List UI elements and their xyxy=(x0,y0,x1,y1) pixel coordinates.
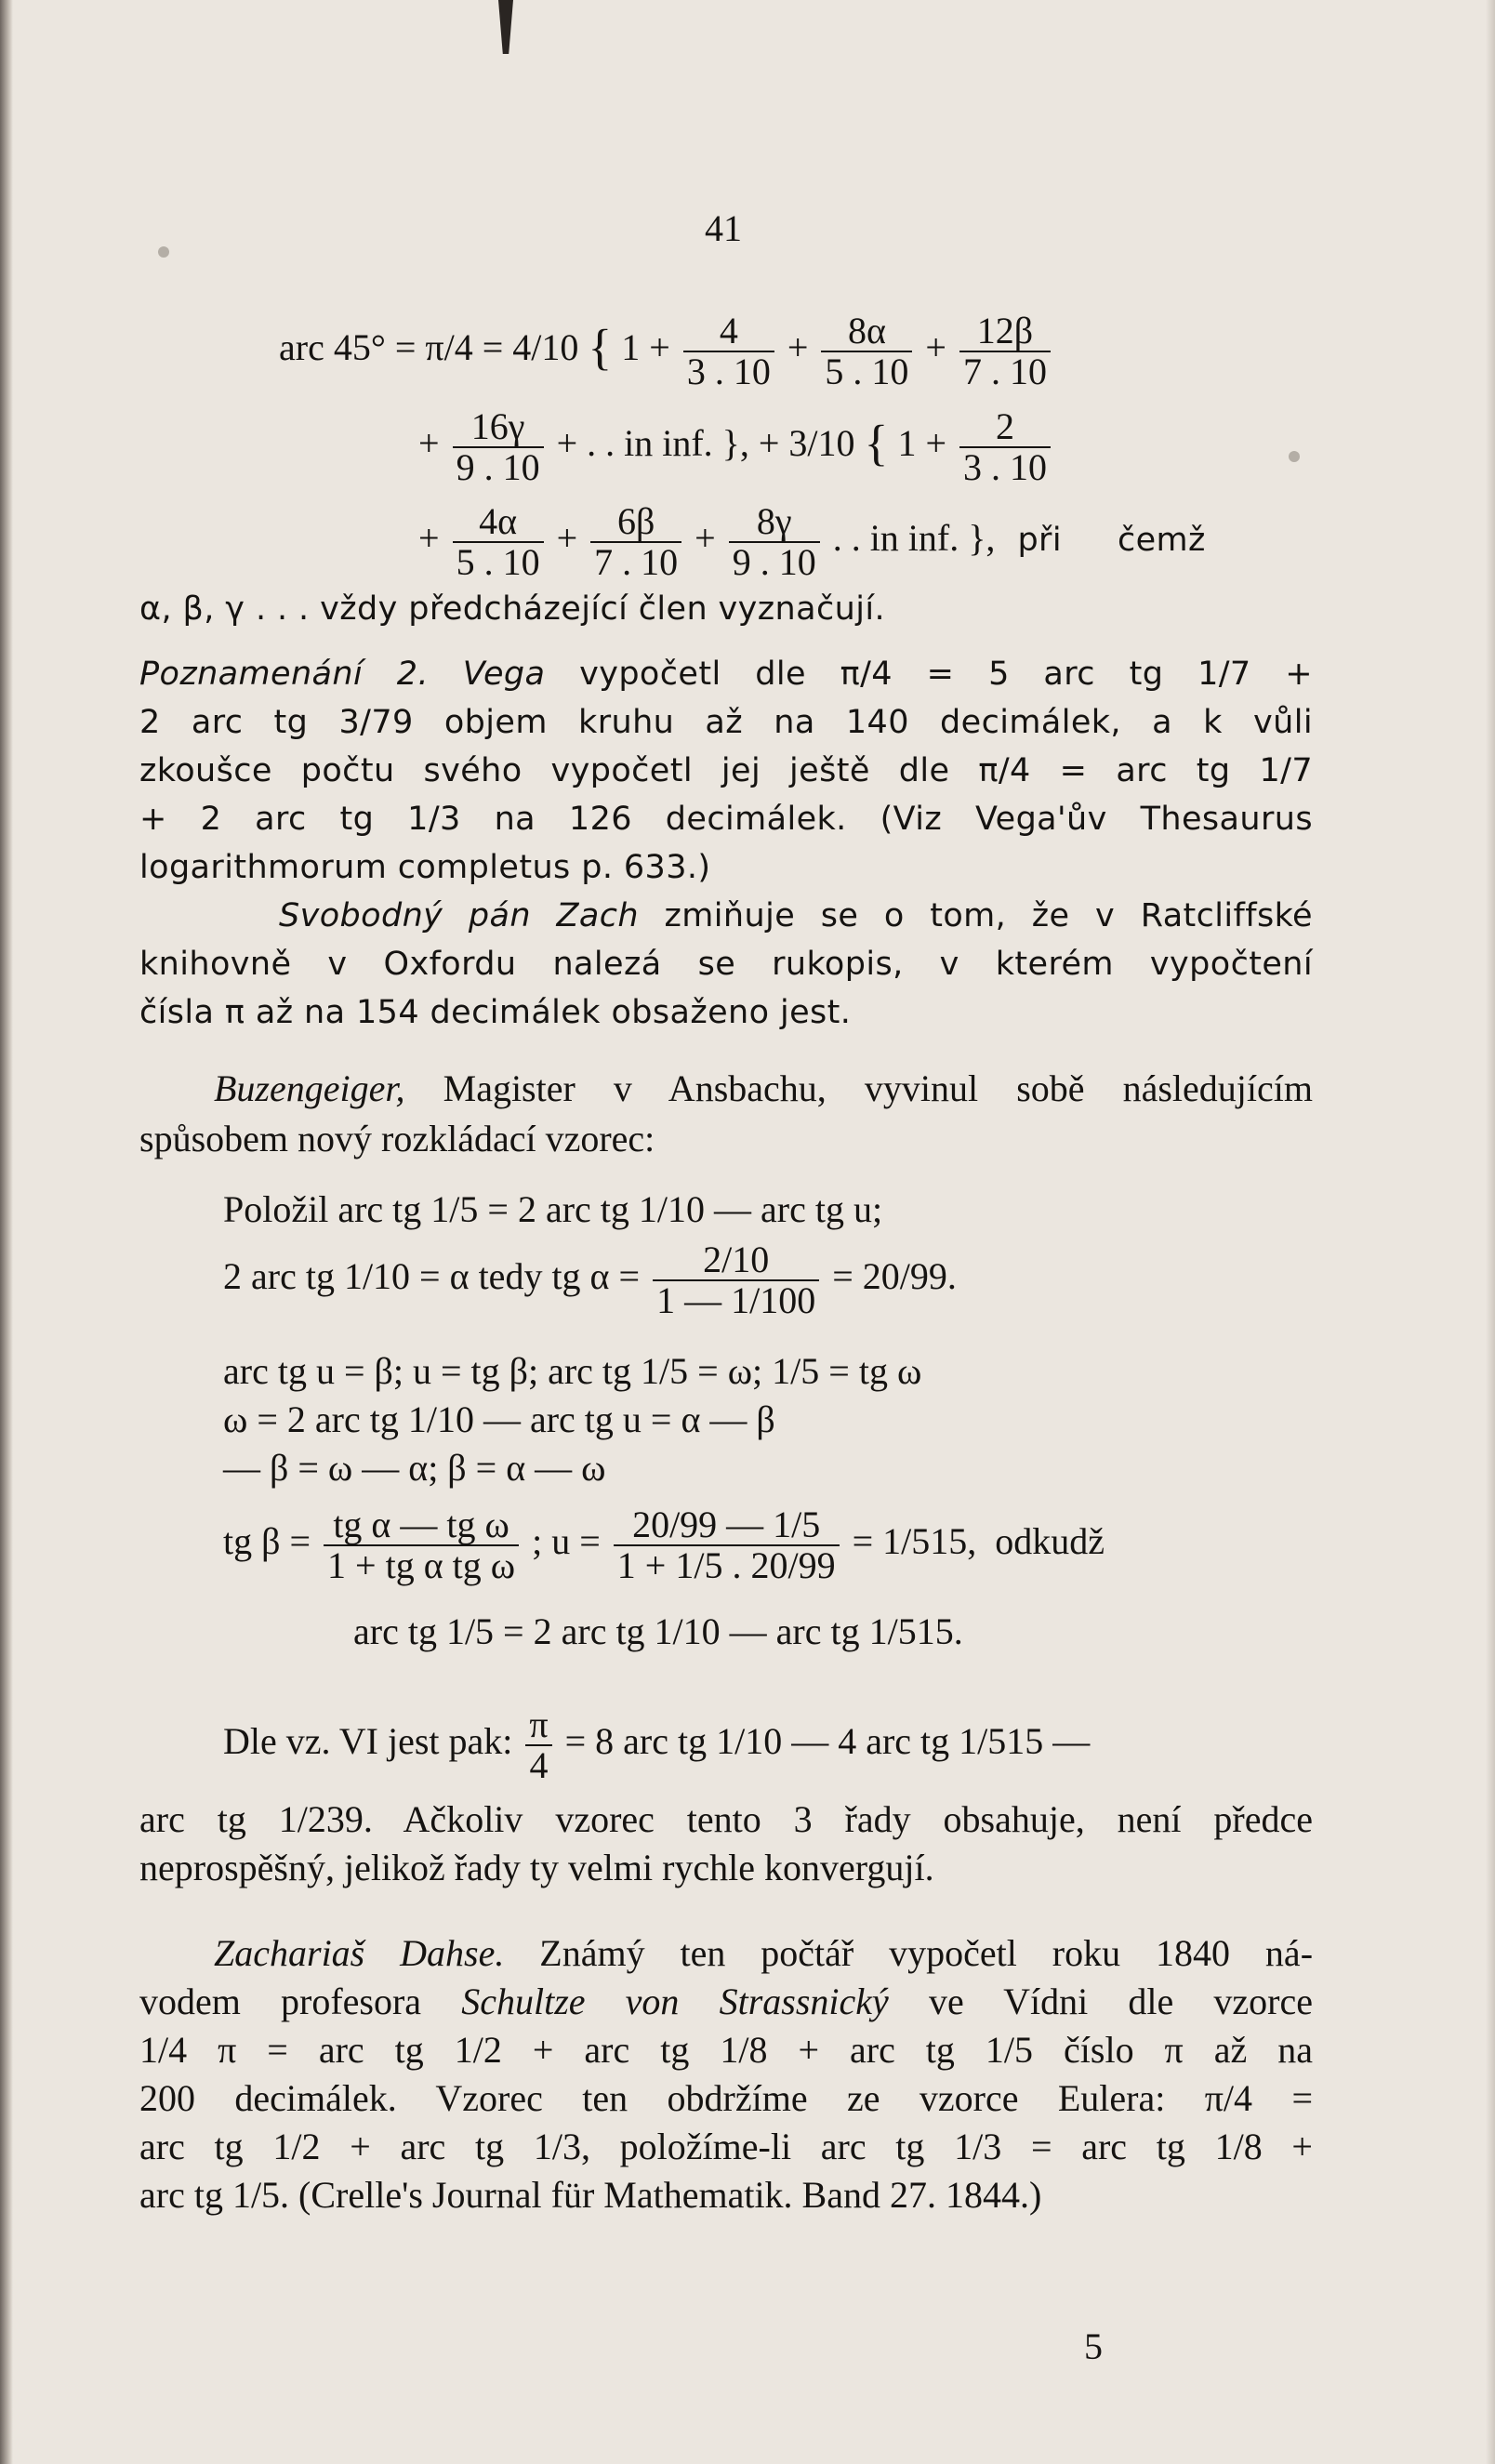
fraction-numerator: 20/99 — 1/5 xyxy=(614,1505,840,1546)
fraction xyxy=(453,407,544,487)
brace: { xyxy=(588,319,613,376)
fraction xyxy=(453,502,544,582)
fraction-denominator: 1 — 1/100 xyxy=(656,1278,816,1321)
fraction xyxy=(683,311,774,391)
dahse-line-4: 200 decimálek. Vzorec ten obdržíme ze vzorce Eulera: π/4 = xyxy=(139,2077,1313,2119)
fraction-numerator: 8α xyxy=(821,311,912,352)
fraction xyxy=(614,1505,840,1585)
fraction-numerator: 16γ xyxy=(453,407,544,448)
fraction-denominator: 9 . 10 xyxy=(732,541,816,583)
zach-line-3: čísla π až na 154 decimálek obsaženo jest. xyxy=(139,994,852,1031)
zach-line-1 xyxy=(279,893,1313,939)
word-pri: při xyxy=(1017,522,1062,560)
fraction-numerator: tg α — tg ω xyxy=(324,1505,519,1546)
fraction-numerator: 4α xyxy=(453,502,544,543)
bookmark-ribbon xyxy=(498,0,513,54)
text-run: vypočetl dle π/4 = 5 arc tg 1/7 + xyxy=(579,656,1314,693)
formula-line-3: + $\frac{4\alpha}{5 . 10}$ + $\frac{6\beta}{7 . 10}$ + $\frac{8\gamma}{9 . 10}$ . . in inf. }, při čemž xyxy=(418,500,1206,583)
word-cemz: čemž xyxy=(1117,522,1206,560)
zach-line-2: knihovně v Oxfordu nalezá se rukopis, v kterém vypočtení xyxy=(139,946,1313,983)
fraction-denominator: 3 . 10 xyxy=(686,351,771,392)
fraction xyxy=(959,311,1051,391)
eq-rhs: = 1/515, xyxy=(852,1520,977,1562)
vz6-line-3: neprospěšný, jelikož řady ty velmi rychle konvergují. xyxy=(139,1847,934,1888)
formula-tail: . . in inf. }, xyxy=(832,517,996,560)
formula-term: 1 + xyxy=(621,326,670,369)
formula-middle: + . . in inf. }, + 3/10 xyxy=(556,422,855,465)
fraction xyxy=(959,407,1051,487)
equation-4: ω = 2 arc tg 1/10 — arc tg u = α — β xyxy=(223,1398,775,1440)
fraction-denominator: 3 . 10 xyxy=(963,446,1048,488)
fraction-denominator: 7 . 10 xyxy=(594,541,679,583)
vz6-rhs: = 8 arc tg 1/10 — 4 arc tg 1/515 — xyxy=(564,1720,1091,1762)
formula-lhs: arc 45° = π/4 = 4/10 xyxy=(279,326,579,369)
name-vega: Vega xyxy=(462,656,546,693)
equation-5: — β = ω — α; β = α — ω xyxy=(223,1447,606,1489)
fraction xyxy=(525,1702,551,1786)
word-odkudz: odkudž xyxy=(995,1520,1105,1562)
book-gutter-shadow xyxy=(0,0,13,2464)
text-run: ve Vídni dle vzorce xyxy=(928,1980,1313,2022)
equation-1: Položil arc tg 1/5 = 2 arc tg 1/10 — arc tg u; xyxy=(223,1188,883,1230)
fraction-denominator: 1 + 1/5 . 20/99 xyxy=(616,1543,836,1586)
vega-line-1 xyxy=(139,651,1313,697)
fraction-denominator: 7 . 10 xyxy=(962,351,1047,392)
fraction-numerator: 6β xyxy=(590,502,681,543)
formula-line-1: arc 45° = π/4 = 4/10 { 1 + $\frac{4}{3 . 10}$ + $\frac{8\alpha}{5 . 10}$ + $\frac{12\beta}{7 . 10}$ xyxy=(279,311,1162,391)
vz6-lhs: Dle vz. VI jest pak: xyxy=(223,1720,513,1762)
paper-speck xyxy=(1289,451,1300,462)
text-run: vodem profesora xyxy=(139,1980,422,2022)
fraction-denominator: 5 . 10 xyxy=(456,541,540,583)
fraction-denominator: 4 xyxy=(529,1743,549,1786)
formula-vz6 xyxy=(223,1690,1313,1793)
paper-speck xyxy=(158,246,169,258)
text-run: Známý ten počtář vypočetl roku 1840 ná- xyxy=(539,1932,1314,1974)
vega-line-2: 2 arc tg 3/79 objem kruhu až na 140 decimálek, a k vůli xyxy=(139,704,1313,741)
fraction-denominator: 5 . 10 xyxy=(825,351,909,392)
eq-middle: ; u = xyxy=(532,1520,601,1562)
fraction xyxy=(729,502,820,582)
fraction-denominator: 9 . 10 xyxy=(456,446,540,488)
formula-note: α, β, γ . . . vždy předcházející člen vyznačují. xyxy=(139,590,885,628)
page-number: 41 xyxy=(705,207,742,249)
fraction-numerator: 2/10 xyxy=(653,1240,819,1281)
name-dahse: Zachariaš Dahse. xyxy=(214,1932,505,1974)
dahse-line-6: arc tg 1/5. (Crelle's Journal für Mathematik. Band 27. 1844.) xyxy=(139,2174,1042,2216)
plus-sign: + xyxy=(418,422,440,465)
equation-3: arc tg u = β; u = tg β; arc tg 1/5 = ω; 1/5 = tg ω xyxy=(223,1350,922,1392)
fraction-numerator: 2 xyxy=(959,407,1051,448)
vega-line-3: zkoušce počtu svého vypočetl jej ještě dle π/4 = arc tg 1/7 xyxy=(139,752,1313,789)
fraction xyxy=(590,502,681,582)
eq-lhs: tg β = xyxy=(223,1520,311,1562)
equation-6 xyxy=(223,1486,1283,1597)
fraction-denominator: 1 + tg α tg ω xyxy=(327,1543,516,1586)
plus-sign: + xyxy=(418,517,440,560)
text-run: Magister v Ansbachu, vyvinul sobě následujícím xyxy=(443,1067,1314,1109)
signature-mark: 5 xyxy=(1084,2325,1103,2367)
buzengeiger-line-2: spůsobem nový rozkládací vzorec: xyxy=(139,1118,655,1159)
formula-term: 1 + xyxy=(897,422,947,465)
buzengeiger-line-1 xyxy=(214,1066,1313,1112)
formula-line-2 xyxy=(418,407,1255,487)
name-buzengeiger: Buzengeiger, xyxy=(214,1067,405,1109)
fraction xyxy=(324,1505,519,1585)
vz6-line-2: arc tg 1/239. Ačkoliv vzorec tento 3 řady obsahuje, není předce xyxy=(139,1798,1313,1840)
brace: { xyxy=(864,415,889,471)
fraction-numerator: π xyxy=(525,1705,551,1746)
fraction xyxy=(653,1240,819,1320)
name-schultze: Schultze von Strassnický xyxy=(461,1980,889,2022)
name-zach: Svobodný pán Zach xyxy=(279,897,639,934)
dahse-line-2 xyxy=(139,1979,1313,2025)
note-label: Poznamenání 2. xyxy=(139,656,429,693)
fraction-numerator: 8γ xyxy=(729,502,820,543)
fraction-numerator: 4 xyxy=(683,311,774,352)
vega-line-4: + 2 arc tg 1/3 na 126 decimálek. (Viz Vega'ův Thesaurus xyxy=(139,801,1313,838)
equation-2 xyxy=(223,1207,1153,1346)
dahse-line-3: 1/4 π = arc tg 1/2 + arc tg 1/8 + arc tg 1/5 číslo π až na xyxy=(139,2029,1313,2071)
dahse-line-1 xyxy=(214,1930,1313,1977)
eq-lhs: 2 arc tg 1/10 = α tedy tg α = xyxy=(223,1255,641,1297)
eq-rhs: = 20/99. xyxy=(832,1255,957,1297)
text-run: zmiňuje se o tom, že v Ratcliffské xyxy=(664,897,1313,934)
dahse-line-5: arc tg 1/2 + arc tg 1/3, položíme-li arc tg 1/3 = arc tg 1/8 + xyxy=(139,2126,1313,2167)
fraction xyxy=(821,311,912,391)
fraction-numerator: 12β xyxy=(959,311,1051,352)
vega-line-5: logarithmorum completus p. 633.) xyxy=(139,849,711,886)
page-edge-right xyxy=(1486,0,1495,2464)
equation-7: arc tg 1/5 = 2 arc tg 1/10 — arc tg 1/515. xyxy=(353,1610,963,1652)
